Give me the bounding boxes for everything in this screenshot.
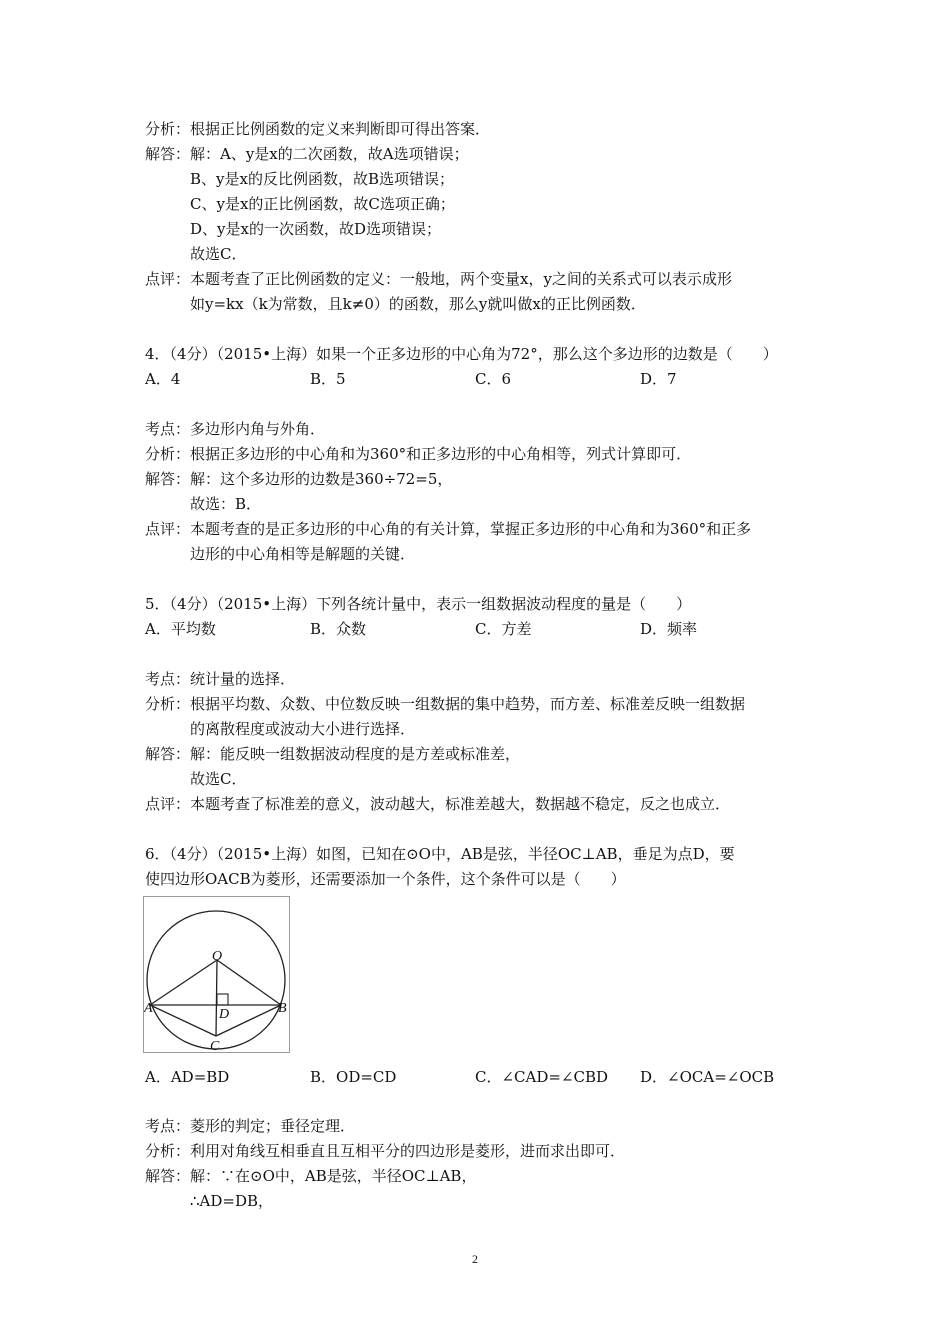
page-number: 2 [472, 1252, 478, 1266]
q3-comment-line: 如y=kx（k为常数，且k≠0）的函数，那么y就叫做x的正比例函数． [190, 295, 646, 313]
q5-answer-line: 解答：解：能反映一组数据波动程度的是方差或标准差， [145, 745, 521, 763]
q4-stem: 4．（4分）（2015•上海）如果一个正多边形的中心角为72°，那么这个多边形的边数是（ ） [145, 345, 778, 363]
q6-stem-line: 6．（4分）（2015•上海）如图，已知在⊙O中，AB是弦，半径OC⊥AB，垂足为点D，要 [145, 845, 735, 863]
label-d: D [219, 1007, 230, 1022]
q4-answer-line: 故选：B． [190, 495, 262, 513]
q6-answer-line: ∴AD=DB， [190, 1192, 274, 1210]
q4-comment-line: 点评：本题考查的是正多边形的中心角的有关计算，掌握正多边形的中心角和为360°和正多 [145, 520, 752, 538]
q3-answer-line: 解答：解：A、y是x的二次函数，故A选项错误； [145, 145, 469, 163]
label-a: A [144, 1001, 153, 1016]
q5-option-c: C．方差 [475, 620, 532, 638]
q3-answer-line: 故选C． [190, 245, 247, 263]
q5-answer-line: 故选C． [190, 770, 247, 788]
q4-kaodian: 考点：多边形内角与外角． [145, 420, 326, 438]
q6-stem-line: 使四边形OACB为菱形，还需要添加一个条件，这个条件可以是（ ） [145, 870, 626, 888]
q6-answer-line: 解答：解：∵在⊙O中，AB是弦，半径OC⊥AB， [145, 1167, 477, 1185]
q6-option-d: D．∠OCA=∠OCB [640, 1068, 775, 1086]
q4-analysis: 分析：根据正多边形的中心角和为360°和正多边形的中心角相等，列式计算即可． [145, 445, 692, 463]
q5-option-a: A．平均数 [145, 620, 216, 638]
q5-option-d: D．频率 [640, 620, 698, 638]
q3-comment-line: 点评：本题考查了正比例函数的定义：一般地，两个变量x，y之间的关系式可以表示成形 [145, 270, 732, 288]
label-c: C [210, 1039, 220, 1052]
segment-oa [150, 960, 217, 1005]
q5-option-b: B．众数 [310, 620, 367, 638]
circle-rhombus-figure [143, 896, 290, 1053]
q5-comment: 点评：本题考查了标准差的意义，波动越大，标准差越大，数据越不稳定，反之也成立． [145, 795, 731, 813]
label-b: B [278, 1001, 287, 1016]
q4-option-b: B．5 [310, 370, 346, 388]
q5-analysis-line: 的离散程度或波动大小进行选择． [190, 720, 416, 738]
geometry-diagram [144, 897, 289, 1052]
q6-option-c: C．∠CAD=∠CBD [475, 1068, 609, 1086]
q4-option-c: C．6 [475, 370, 512, 388]
q4-answer-line: 解答：解：这个多边形的边数是360÷72=5， [145, 470, 453, 488]
q3-analysis: 分析：根据正比例函数的定义来判断即可得出答案． [145, 120, 491, 138]
q6-kaodian: 考点：菱形的判定；垂径定理． [145, 1117, 356, 1135]
q4-option-a: A．4 [145, 370, 181, 388]
q3-answer-line: C、y是x的正比例函数，故C选项正确； [190, 195, 455, 213]
right-angle-mark [217, 994, 228, 1005]
q4-comment-line: 边形的中心角相等是解题的关键． [190, 545, 416, 563]
q6-analysis: 分析：利用对角线互相垂直且互相平分的四边形是菱形，进而求出即可． [145, 1142, 626, 1160]
q5-kaodian: 考点：统计量的选择． [145, 670, 296, 688]
segment-ob [217, 960, 281, 1005]
q6-option-b: B．OD=CD [310, 1068, 397, 1086]
label-o: O [212, 949, 223, 964]
q3-answer-line: B、y是x的反比例函数，故B选项错误； [190, 170, 454, 188]
q5-analysis-line: 分析：根据平均数、众数、中位数反映一组数据的集中趋势，而方差、标准差反映一组数据 [145, 695, 746, 713]
q4-option-d: D．7 [640, 370, 677, 388]
q6-option-a: A．AD=BD [145, 1068, 230, 1086]
q3-answer-line: D、y是x的一次函数，故D选项错误； [190, 220, 441, 238]
q5-stem: 5．（4分）（2015•上海）下列各统计量中，表示一组数据波动程度的量是（ ） [145, 595, 692, 613]
